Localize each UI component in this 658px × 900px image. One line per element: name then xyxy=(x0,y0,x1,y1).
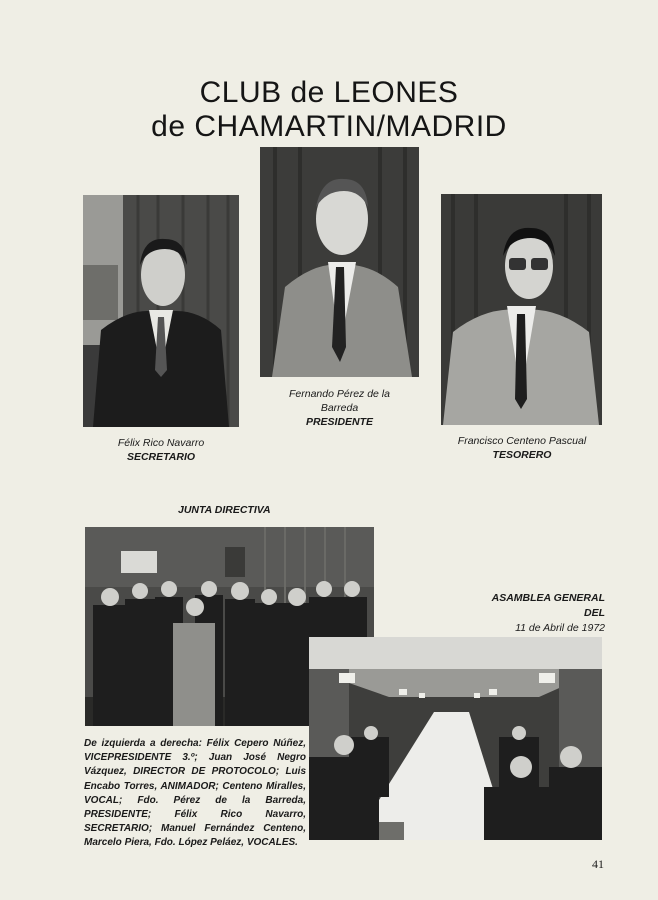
asamblea-line2: DEL xyxy=(584,607,605,619)
portrait-photo-secretario xyxy=(83,195,239,427)
page-title-line2: de CHAMARTIN/MADRID xyxy=(151,110,507,143)
officer-role: SECRETARIO xyxy=(126,451,196,463)
junta-directiva-heading: JUNTA DIRECTIVA xyxy=(178,504,271,516)
page-title-line1: CLUB de LEONES xyxy=(199,76,459,109)
officer-name: Francisco Centeno Pascual xyxy=(457,435,587,447)
junta-directiva-caption: De izquierda a derecha: Félix Cepero Núñez, VICEPRESIDENTE 3.º; Juan José Negro Vázquez, DIRECTOR DE PROTOCOLO; Luis Encabo Torres, ANIMADOR; Centeno Miralles, VOCAL; Fdo. Pérez de la Barreda, PRESIDENTE; Félix Rico Navarro, SECRETARIO; Manuel Fernández Centeno, Marcelo Piera, Fdo. López Peláez, VOCALES. xyxy=(84,738,306,849)
portrait-photo-presidente xyxy=(260,147,419,377)
page-number: 41 xyxy=(592,857,604,871)
officer-caption-tesorero xyxy=(444,434,600,462)
asamblea-date: 11 de Abril de 1972 xyxy=(515,622,605,634)
officer-role: TESORERO xyxy=(492,449,552,461)
officer-name-line1: Fernando Pérez de la xyxy=(289,388,390,400)
portrait-photo-tesorero xyxy=(441,194,602,425)
officer-caption-presidente xyxy=(272,387,407,429)
officer-name-line2: Barreda xyxy=(320,402,359,414)
asamblea-caption xyxy=(492,591,605,636)
asamblea-banquet-photo xyxy=(309,637,602,840)
officer-role: PRESIDENTE xyxy=(305,416,374,428)
officer-caption-secretario xyxy=(95,436,227,464)
officer-name: Félix Rico Navarro xyxy=(117,437,205,449)
asamblea-line1: ASAMBLEA GENERAL xyxy=(491,592,605,604)
